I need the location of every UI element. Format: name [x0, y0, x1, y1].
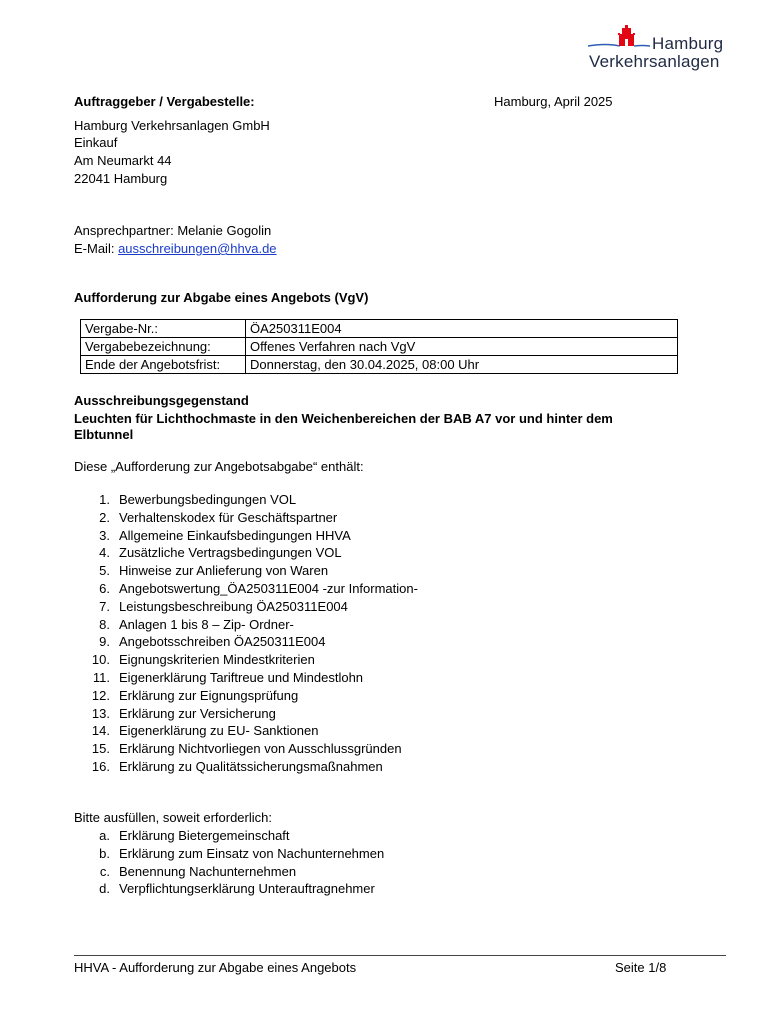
table-key: Vergabe-Nr.: [81, 320, 246, 338]
page-number: Seite 1/8 [615, 960, 667, 975]
optional-list [74, 827, 674, 898]
list-item-text: Bewerbungsbedingungen VOL [119, 492, 297, 507]
list-item-text: Erklärung Bietergemeinschaft [119, 828, 290, 843]
list-item [74, 580, 674, 598]
list-item-number: 10. [91, 652, 110, 668]
list-item-number: 14. [91, 723, 110, 739]
contact-person: Ansprechpartner: Melanie Gogolin [74, 223, 272, 238]
logo-line-2: Verkehrsanlagen [589, 52, 720, 71]
document-title: Aufforderung zur Abgabe eines Angebots (VgV) [74, 290, 369, 305]
optional-intro: Bitte ausfüllen, soweit erforderlich: [74, 810, 272, 825]
contact-email-row [74, 240, 277, 258]
list-item-number: d. [99, 881, 110, 897]
list-item [74, 722, 674, 740]
table-row [81, 338, 678, 356]
list-item [74, 527, 674, 545]
list-item-number: 11. [92, 669, 110, 685]
list-item [74, 651, 674, 669]
list-item-number: 3. [99, 527, 110, 543]
client-label: Auftraggeber / Vergabestelle: [74, 94, 255, 109]
place-date: Hamburg, April 2025 [494, 94, 613, 109]
list-item-number: 7. [99, 598, 110, 614]
list-item-text: Erklärung Nichtvorliegen von Ausschlussgründen [119, 741, 402, 757]
list-item-text: Erklärung zum Einsatz von Nachunternehmen [119, 845, 385, 861]
contents-list [74, 491, 674, 776]
list-item [74, 740, 674, 758]
subject-line-2: Elbtunnel [74, 427, 134, 442]
list-item [74, 509, 674, 527]
list-item [74, 705, 674, 723]
list-item-number: 8. [99, 616, 110, 632]
list-item [74, 863, 674, 881]
list-item-text: Benennung Nachunternehmen [119, 863, 297, 879]
table-value: Donnerstag, den 30.04.2025, 08:00 Uhr [246, 356, 678, 374]
logo-line-1: Hamburg [652, 34, 724, 53]
list-item [74, 616, 674, 634]
list-item-text: Verpflichtungserklärung Unterauftragnehmer [119, 881, 375, 897]
list-item-number: 2. [99, 509, 110, 525]
list-item-text: Eignungskriterien Mindestkriterien [119, 652, 315, 668]
list-item [74, 687, 674, 705]
list-item-number: 9. [99, 634, 110, 650]
table-key: Vergabebezeichnung: [81, 338, 246, 356]
footer-divider [74, 955, 726, 956]
subject-heading: Ausschreibungsgegenstand [74, 393, 249, 408]
list-item [74, 827, 674, 845]
list-item [74, 758, 674, 776]
list-item-number: 13. [91, 705, 110, 721]
list-item-text: Eigenerklärung Tariftreue und Mindestlohn [119, 669, 364, 685]
list-item [74, 880, 674, 898]
list-item-number: 4. [99, 545, 110, 561]
list-item-number: 6. [99, 580, 110, 596]
list-item [74, 491, 674, 509]
list-item-text: Leistungsbeschreibung ÖA250311E004 [119, 598, 348, 614]
list-item-text: Angebotswertung_ÖA250311E004 -zur Information- [119, 580, 418, 596]
list-item-number: 1. [99, 492, 110, 507]
list-item [74, 845, 674, 863]
list-item-number: b. [99, 845, 110, 861]
table-value: Offenes Verfahren nach VgV [246, 338, 678, 356]
list-item-number: c. [99, 863, 110, 879]
list-item-text: Hinweise zur Anlieferung von Waren [119, 563, 329, 579]
address-line: 22041 Hamburg [74, 171, 168, 186]
list-item-number: 12. [91, 687, 110, 703]
list-item-text: Zusätzliche Vertragsbedingungen VOL [119, 545, 342, 561]
email-link[interactable]: ausschreibungen@hhva.de [118, 241, 277, 256]
footer-title: HHVA - Aufforderung zur Abgabe eines Angebots [74, 960, 357, 975]
email-label: E-Mail: [74, 241, 119, 256]
list-item-text: Verhaltenskodex für Geschäftspartner [119, 509, 338, 525]
table-row [81, 320, 678, 338]
list-item-text: Erklärung zur Eignungsprüfung [119, 687, 299, 703]
tender-info-table [80, 319, 678, 374]
table-key: Ende der Angebotsfrist: [81, 356, 246, 374]
list-item-text: Angebotsschreiben ÖA250311E004 [119, 634, 326, 650]
list-item-number: 16. [91, 758, 110, 774]
address-line: Hamburg Verkehrsanlagen GmbH [74, 118, 270, 133]
list-item [74, 562, 674, 580]
list-item [74, 633, 674, 651]
list-item-text: Eigenerklärung zu EU- Sanktionen [119, 723, 319, 739]
contents-intro: Diese „Aufforderung zur Angebotsabgabe“ enthält: [74, 459, 364, 474]
list-item-text: Erklärung zur Versicherung [119, 705, 276, 721]
hamburg-logo [586, 24, 738, 74]
list-item-text: Anlagen 1 bis 8 – Zip- Ordner- [119, 616, 294, 632]
list-item-number: 5. [99, 563, 110, 579]
table-value: ÖA250311E004 [246, 320, 678, 338]
table-row [81, 356, 678, 374]
list-item [74, 544, 674, 562]
list-item-text: Allgemeine Einkaufsbedingungen HHVA [119, 527, 351, 543]
list-item-number: a. [99, 828, 110, 843]
address-line: Einkauf [74, 135, 118, 150]
address-line: Am Neumarkt 44 [74, 153, 172, 168]
list-item-number: 15. [91, 741, 110, 757]
list-item-text: Erklärung zu Qualitätssicherungsmaßnahmen [119, 758, 383, 774]
list-item [74, 669, 674, 687]
subject-line-1: Leuchten für Lichthochmaste in den Weichenbereichen der BAB A7 vor und hinter dem [74, 411, 613, 426]
list-item [74, 598, 674, 616]
